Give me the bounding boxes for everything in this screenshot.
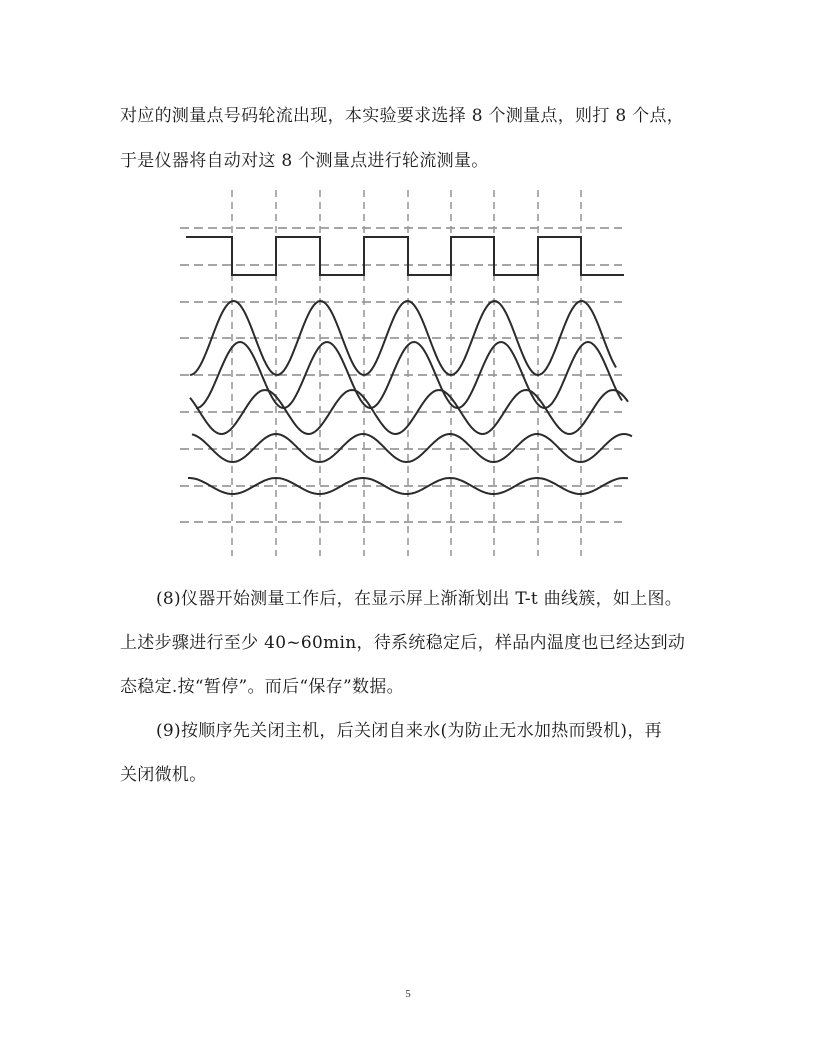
paragraph-8-line-1: (8)仪器开始测量工作后，在显示屏上渐渐划出 T-t 曲线簇，如上图。 (156, 589, 683, 609)
paragraph-8-line-2: 上述步骤进行至少 40~60min，待系统稳定后，样品内温度也已经达到动 (120, 633, 686, 653)
paragraph-1-line-1: 对应的测量点号码轮流出现，本实验要求选择 8 个测量点，则打 8 个点， (120, 106, 685, 126)
paragraph-9-line-2: 关闭微机。 (120, 765, 207, 785)
t-t-curve-plot (176, 188, 642, 558)
paragraph-1-line-2: 于是仪器将自动对这 8 个测量点进行轮流测量。 (120, 151, 489, 171)
paragraph-9-line-1: (9)按顺序先关闭主机，后关闭自来水(为防止无水加热而毁机)，再 (156, 721, 662, 741)
square-wave-heating-curve (186, 237, 624, 275)
temperature-curve-4 (192, 434, 632, 462)
paragraph-8-line-3: 态稳定.按“暂停”。而后“保存”数据。 (120, 677, 404, 697)
page-number: 5 (405, 988, 411, 1000)
t-t-curve-figure (176, 188, 642, 558)
